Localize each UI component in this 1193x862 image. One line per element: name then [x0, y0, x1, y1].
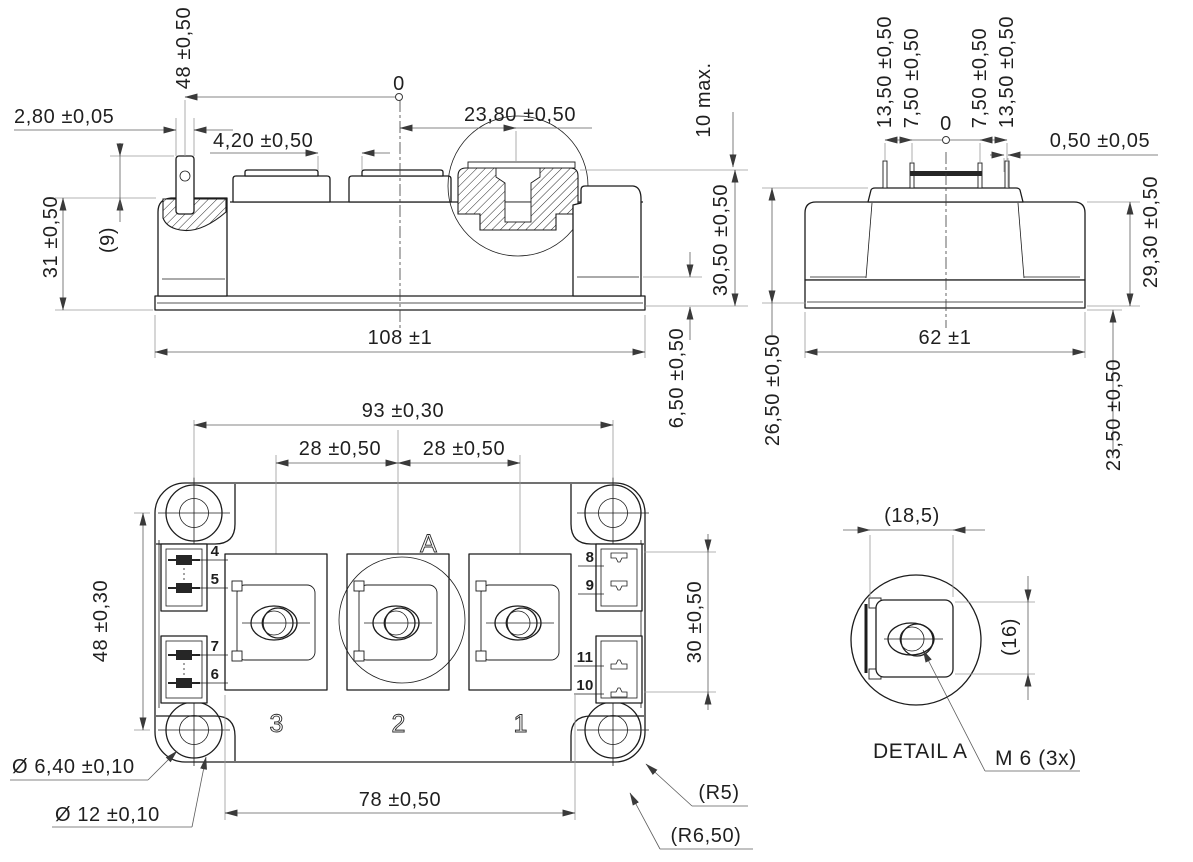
end-view-body — [805, 202, 1085, 280]
dim-pin-width: 2,80 ±0,05 — [14, 106, 115, 128]
pin-label-9: 9 — [585, 577, 595, 594]
dim-height-right: 23,50 ±0,50 — [1103, 358, 1125, 472]
dim-hole-pitch-y: 48 ±0,30 — [90, 579, 112, 663]
pin-label-10: 10 — [576, 677, 594, 694]
pin-label-6: 6 — [210, 666, 220, 683]
end-view-geometry — [805, 152, 1085, 328]
dim-pin-out-left: 13,50 ±0,50 — [874, 15, 896, 129]
pin-label-7: 7 — [210, 638, 220, 655]
dim-pin-out-right: 13,50 ±0,50 — [996, 15, 1018, 129]
detail-view-title: DETAIL A — [873, 740, 968, 763]
dim-hole-diameter: Ø 6,40 ±0,10 — [12, 756, 135, 778]
dim-screw-depth: 10 max. — [693, 62, 715, 138]
terminal-label-3: 3 — [269, 710, 285, 738]
pin-label-4: 4 — [210, 543, 220, 560]
dim-hole-pitch-x: 93 ±0,30 — [361, 400, 445, 422]
dim-connector-pitch: 30 ±0,50 — [684, 580, 706, 664]
end-view-pin — [1005, 161, 1009, 188]
dim-pin-protrusion: (9) — [97, 226, 119, 254]
dim-width: 62 ±1 — [918, 327, 972, 349]
dim-pin-in-left: 7,50 ±0,50 — [901, 27, 923, 129]
datum-zero-end: 0 — [940, 113, 952, 135]
side-view — [14, 7, 748, 428]
dim-terminal-pitch-1: 28 ±0,50 — [298, 438, 382, 460]
terminal-pad-2 — [347, 430, 449, 690]
dim-height: 31 ±0,50 — [40, 195, 62, 279]
terminal-label-1: 1 — [513, 710, 529, 738]
thread-spec-label: M 6 (3x) — [995, 747, 1077, 770]
end-view-baseplate — [805, 280, 1085, 308]
dim-terminal-span: 78 ±0,50 — [358, 789, 442, 811]
side-view-aux-pin — [176, 156, 194, 214]
dim-height-left: 26,50 ±0,50 — [762, 333, 784, 447]
dim-detail-width: (18,5) — [884, 505, 940, 527]
dim-detail-height: (16) — [999, 618, 1021, 656]
radius-boss-label: (R5) — [698, 782, 740, 804]
dim-terminal-offset: 23,80 ±0,50 — [463, 104, 577, 126]
dim-gap: 4,20 ±0,50 — [213, 130, 314, 152]
dim-counterbore-diameter: Ø 12 ±0,10 — [55, 804, 160, 826]
dim-pin-offset: 0,50 ±0,05 — [1049, 130, 1151, 152]
pin-label-5: 5 — [210, 571, 220, 588]
end-view — [762, 16, 1162, 471]
detail-view-geometry — [851, 575, 981, 705]
dim-terminal-pitch-2: 28 ±0,50 — [422, 438, 506, 460]
dim-cap-height: 29,30 ±0,50 — [1140, 175, 1162, 289]
detail-view — [843, 505, 1080, 771]
pin-label-11: 11 — [576, 649, 594, 666]
dim-length: 108 ±1 — [367, 327, 433, 349]
datum-zero: 0 — [393, 73, 405, 95]
dim-terminal-height: 30,50 ±0,50 — [710, 183, 732, 297]
dim-base-step: 6,50 ±0,50 — [666, 327, 688, 429]
pin-label-8: 8 — [585, 549, 595, 566]
dim-pin-in-right: 7,50 ±0,50 — [969, 27, 991, 129]
top-view — [10, 400, 753, 849]
end-view-pin — [883, 161, 887, 188]
terminal-label-2: 2 — [391, 710, 407, 738]
side-view-right-cap — [573, 186, 641, 296]
detail-a-marker: A — [420, 530, 438, 558]
radius-corner-label: (R6,50) — [670, 825, 742, 847]
dim-pin-length: 48 ±0,50 — [173, 6, 195, 90]
